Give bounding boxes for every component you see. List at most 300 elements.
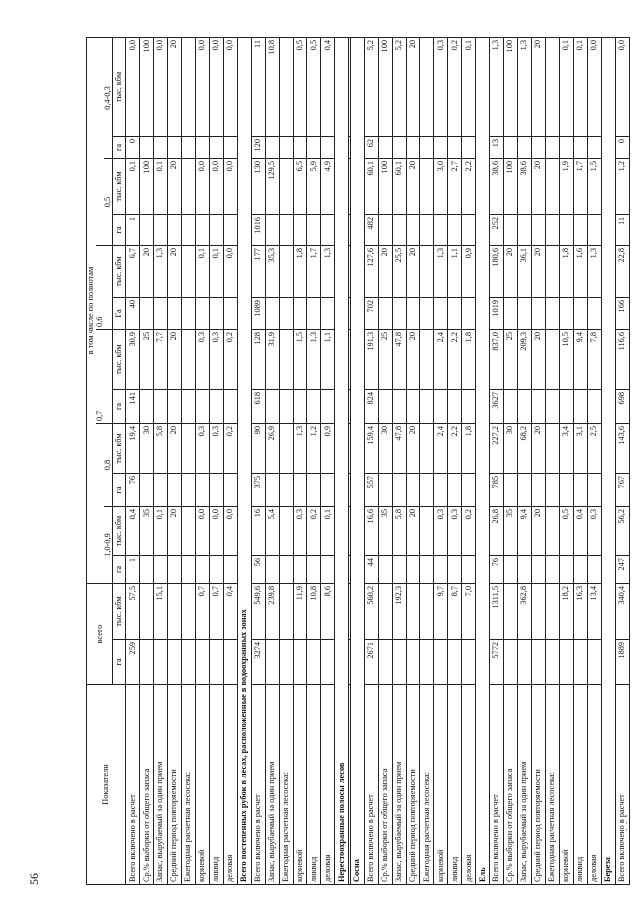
value-cell: 0,2 — [307, 507, 321, 556]
value-cell — [531, 584, 545, 640]
value-cell: 20 — [406, 507, 420, 556]
value-cell: 0,5 — [559, 507, 573, 556]
value-cell — [545, 474, 559, 507]
value-cell — [223, 390, 237, 424]
value-cell: 0,3 — [293, 507, 307, 556]
value-cell: 0,0 — [195, 507, 209, 556]
header-unit-ha: га — [113, 137, 126, 159]
value-cell — [545, 390, 559, 424]
value-cell: 0,0 — [154, 38, 168, 137]
value-cell: 9,4 — [518, 507, 532, 556]
value-cell: 1311,5 — [490, 584, 504, 640]
value-cell: 2,5 — [587, 424, 601, 474]
value-cell — [434, 215, 448, 246]
value-cell — [406, 215, 420, 246]
value-cell — [154, 298, 168, 330]
value-cell: 1016 — [251, 215, 265, 246]
value-cell: 7,8 — [587, 330, 601, 390]
value-cell: 1,3 — [293, 424, 307, 474]
row-label: Ср.% выборки от общего запаса — [378, 685, 392, 885]
table-row — [293, 38, 307, 885]
value-cell: 30 — [504, 424, 518, 474]
value-cell — [378, 298, 392, 330]
value-cell: 60,1 — [364, 159, 378, 215]
value-cell — [448, 215, 462, 246]
value-cell: 20 — [406, 246, 420, 298]
header-unit-vol: тыс. кбм — [113, 159, 126, 215]
value-cell: 10,8 — [265, 38, 279, 137]
row-label: Ежегодная расчетная лесосека: — [182, 685, 196, 885]
value-cell: 20 — [406, 159, 420, 215]
value-cell: 1,7 — [307, 246, 321, 298]
value-cell: 11 — [615, 215, 629, 246]
value-cell: 11,9 — [293, 584, 307, 640]
value-cell: 0,0 — [223, 38, 237, 137]
value-cell — [321, 298, 335, 330]
value-cell — [420, 507, 434, 556]
value-cell — [209, 298, 223, 330]
value-cell — [573, 556, 587, 584]
value-cell — [531, 298, 545, 330]
value-cell: 20 — [531, 246, 545, 298]
value-cell: 1,7 — [573, 159, 587, 215]
value-cell: 47,8 — [392, 330, 406, 390]
value-cell — [545, 298, 559, 330]
value-cell — [140, 474, 154, 507]
value-cell: 13,4 — [587, 584, 601, 640]
value-cell — [321, 474, 335, 507]
table-row — [126, 38, 140, 885]
value-cell — [462, 298, 476, 330]
value-cell — [293, 215, 307, 246]
value-cell: 785 — [490, 474, 504, 507]
value-cell: 0,5 — [293, 38, 307, 137]
row-label: Ежегодная расчетная лесосека: — [420, 685, 434, 885]
value-cell — [209, 390, 223, 424]
value-cell: 1,3 — [154, 246, 168, 298]
value-cell: 1,2 — [615, 159, 629, 215]
value-cell: 20 — [168, 424, 182, 474]
value-cell: 11 — [251, 38, 265, 137]
table-row — [168, 38, 182, 885]
value-cell: 0,3 — [434, 507, 448, 556]
value-cell: 60,1 — [392, 159, 406, 215]
value-cell: 2,2 — [462, 159, 476, 215]
value-cell — [573, 474, 587, 507]
value-cell — [545, 424, 559, 474]
row-label: корневой — [293, 685, 307, 885]
value-cell: 3,1 — [573, 424, 587, 474]
value-cell: 100 — [140, 159, 154, 215]
header-unit-ha: га — [113, 640, 126, 685]
table-row — [462, 38, 476, 885]
value-cell: 0,2 — [223, 424, 237, 474]
value-cell — [140, 215, 154, 246]
value-cell — [545, 330, 559, 390]
value-cell: 1,3 — [434, 246, 448, 298]
section-title: Всего постепенных рубок в лесах, расположенные в водоохранных зонах — [237, 38, 251, 885]
value-cell: 0,3 — [195, 330, 209, 390]
value-cell — [223, 556, 237, 584]
value-cell: 2,2 — [448, 424, 462, 474]
table-row — [378, 38, 392, 885]
value-cell: 177 — [251, 246, 265, 298]
value-cell — [154, 474, 168, 507]
value-cell — [265, 390, 279, 424]
value-cell — [378, 640, 392, 685]
value-cell — [545, 137, 559, 159]
value-cell — [504, 584, 518, 640]
value-cell — [307, 556, 321, 584]
value-cell — [462, 640, 476, 685]
value-cell — [168, 215, 182, 246]
value-cell — [182, 298, 196, 330]
value-cell: 0,3 — [434, 38, 448, 137]
value-cell: 3627 — [490, 390, 504, 424]
row-label: деловая — [223, 685, 237, 885]
value-cell — [587, 640, 601, 685]
value-cell: 0,0 — [126, 38, 140, 137]
value-cell — [279, 38, 293, 137]
table-row — [545, 38, 559, 885]
value-cell — [559, 640, 573, 685]
value-cell — [307, 137, 321, 159]
value-cell — [168, 390, 182, 424]
value-cell: 180,6 — [490, 246, 504, 298]
value-cell: 1,3 — [321, 246, 335, 298]
value-cell — [531, 556, 545, 584]
row-label: Всего включено в расчет — [364, 685, 378, 885]
value-cell — [279, 507, 293, 556]
value-cell — [321, 215, 335, 246]
table-body — [126, 38, 630, 885]
value-cell: 16,6 — [364, 507, 378, 556]
value-cell: 340,4 — [615, 584, 629, 640]
value-cell — [265, 215, 279, 246]
value-cell — [406, 556, 420, 584]
header-unit-ha: га — [113, 390, 126, 424]
value-cell: 5772 — [490, 640, 504, 685]
table-row — [307, 38, 321, 885]
value-cell: 35,3 — [265, 246, 279, 298]
value-cell: 1,8 — [462, 330, 476, 390]
value-cell — [518, 137, 532, 159]
value-cell: 20 — [168, 159, 182, 215]
section-title: Береза — [601, 38, 615, 885]
value-cell: 2,4 — [434, 330, 448, 390]
value-cell — [279, 215, 293, 246]
value-cell: 129,5 — [265, 159, 279, 215]
value-cell — [504, 298, 518, 330]
value-cell: 0,1 — [559, 38, 573, 137]
value-cell — [392, 298, 406, 330]
value-cell — [448, 137, 462, 159]
value-cell: 159,4 — [364, 424, 378, 474]
value-cell — [279, 330, 293, 390]
value-cell: 128 — [251, 330, 265, 390]
value-cell — [420, 556, 434, 584]
value-cell: 20 — [406, 330, 420, 390]
value-cell — [518, 298, 532, 330]
value-cell: 0,4 — [223, 584, 237, 640]
value-cell — [154, 556, 168, 584]
value-cell — [195, 215, 209, 246]
value-cell: 0,3 — [587, 507, 601, 556]
value-cell: 618 — [251, 390, 265, 424]
value-cell — [168, 584, 182, 640]
row-label: деловая — [587, 685, 601, 885]
value-cell — [573, 390, 587, 424]
value-cell — [293, 298, 307, 330]
value-cell: 100 — [378, 159, 392, 215]
value-cell: 375 — [251, 474, 265, 507]
value-cell: 0,0 — [615, 38, 629, 137]
value-cell: 7,0 — [462, 584, 476, 640]
value-cell: 35 — [504, 507, 518, 556]
value-cell — [182, 38, 196, 137]
row-label: Запас, вырубаемый за один прием — [518, 685, 532, 885]
value-cell — [279, 474, 293, 507]
section-row — [237, 38, 251, 885]
value-cell — [307, 390, 321, 424]
value-cell — [279, 584, 293, 640]
value-cell: 0,9 — [462, 246, 476, 298]
value-cell: 25 — [504, 330, 518, 390]
value-cell — [168, 474, 182, 507]
value-cell — [392, 640, 406, 685]
value-cell — [392, 474, 406, 507]
value-cell — [420, 390, 434, 424]
value-cell: 5,8 — [154, 424, 168, 474]
value-cell — [406, 640, 420, 685]
value-cell: 1,2 — [307, 424, 321, 474]
value-cell: 57,5 — [126, 584, 140, 640]
value-cell — [182, 246, 196, 298]
value-cell: 47,8 — [392, 424, 406, 474]
value-cell — [293, 556, 307, 584]
value-cell: 0,1 — [154, 507, 168, 556]
value-cell: 0,3 — [448, 507, 462, 556]
value-cell — [406, 584, 420, 640]
value-cell: 90 — [251, 424, 265, 474]
value-cell — [420, 474, 434, 507]
value-cell — [265, 137, 279, 159]
value-cell — [265, 474, 279, 507]
value-cell — [293, 474, 307, 507]
value-cell: 5,8 — [392, 507, 406, 556]
value-cell: 16,3 — [573, 584, 587, 640]
value-cell: 2671 — [364, 640, 378, 685]
value-cell: 482 — [364, 215, 378, 246]
value-cell: 20 — [168, 246, 182, 298]
scan-speck — [626, 815, 627, 817]
value-cell — [182, 215, 196, 246]
value-cell: 35 — [378, 507, 392, 556]
value-cell — [545, 159, 559, 215]
value-cell — [434, 640, 448, 685]
value-cell — [209, 640, 223, 685]
section-row — [476, 38, 490, 885]
value-cell: 0,5 — [307, 38, 321, 137]
value-cell — [223, 474, 237, 507]
section-row — [335, 38, 349, 885]
header-unit-vol: тыс. кбм — [113, 246, 126, 298]
value-cell: 25,5 — [392, 246, 406, 298]
header-density-6: 0,4-0,3 — [104, 38, 113, 159]
value-cell: 20 — [140, 246, 154, 298]
value-cell — [182, 390, 196, 424]
value-cell — [140, 556, 154, 584]
table-row — [406, 38, 420, 885]
value-cell — [545, 246, 559, 298]
value-cell: 0,0 — [587, 38, 601, 137]
value-cell: 116,6 — [615, 330, 629, 390]
row-label: Средний период повторяемости — [531, 685, 545, 885]
value-cell — [182, 330, 196, 390]
value-cell: 3,0 — [434, 159, 448, 215]
value-cell: 0,1 — [195, 246, 209, 298]
value-cell: 1,3 — [587, 246, 601, 298]
table-row — [154, 38, 168, 885]
value-cell — [406, 474, 420, 507]
value-cell — [168, 640, 182, 685]
value-cell — [293, 137, 307, 159]
section-title: Нерестоохранные полосы лесов — [335, 38, 349, 885]
value-cell: 0,1 — [321, 507, 335, 556]
value-cell: 31,9 — [265, 330, 279, 390]
value-cell — [434, 137, 448, 159]
row-label: ликвид — [573, 685, 587, 885]
value-cell — [545, 38, 559, 137]
value-cell: 702 — [364, 298, 378, 330]
value-cell — [448, 298, 462, 330]
value-cell: 10,5 — [559, 330, 573, 390]
value-cell: 252 — [490, 215, 504, 246]
rotated-table-container — [86, 38, 630, 885]
value-cell: 44 — [364, 556, 378, 584]
value-cell: 100 — [504, 159, 518, 215]
table-row — [364, 38, 378, 885]
table-row — [504, 38, 518, 885]
value-cell — [531, 215, 545, 246]
value-cell — [448, 390, 462, 424]
section-title: Сосна — [350, 38, 364, 885]
value-cell — [378, 556, 392, 584]
value-cell — [573, 640, 587, 685]
value-cell — [420, 38, 434, 137]
value-cell — [545, 507, 559, 556]
value-cell — [182, 424, 196, 474]
value-cell — [195, 298, 209, 330]
value-cell — [279, 159, 293, 215]
value-cell: 1889 — [615, 640, 629, 685]
table-row — [573, 38, 587, 885]
value-cell: 0,1 — [462, 38, 476, 137]
value-cell — [518, 640, 532, 685]
value-cell: 100 — [378, 38, 392, 137]
value-cell: 0,7 — [195, 584, 209, 640]
value-cell: 13 — [490, 137, 504, 159]
value-cell: 56 — [251, 556, 265, 584]
value-cell: 1089 — [251, 298, 265, 330]
value-cell — [420, 584, 434, 640]
row-label: Всего включено в расчет — [126, 685, 140, 885]
value-cell — [559, 215, 573, 246]
value-cell: 20 — [406, 38, 420, 137]
row-label: деловая — [321, 685, 335, 885]
value-cell: 1 — [126, 556, 140, 584]
value-cell: 3,4 — [559, 424, 573, 474]
row-label: ликвид — [307, 685, 321, 885]
value-cell — [182, 137, 196, 159]
value-cell — [279, 556, 293, 584]
value-cell — [504, 474, 518, 507]
value-cell — [265, 298, 279, 330]
value-cell: 837,0 — [490, 330, 504, 390]
value-cell — [140, 640, 154, 685]
value-cell: 20 — [531, 159, 545, 215]
value-cell: 62 — [364, 137, 378, 159]
value-cell — [434, 298, 448, 330]
row-label: Средний период повторяемости — [406, 685, 420, 885]
value-cell: 239,8 — [265, 584, 279, 640]
value-cell — [559, 556, 573, 584]
value-cell — [587, 474, 601, 507]
value-cell — [434, 474, 448, 507]
row-label: Запас, вырубаемый за один прием — [392, 685, 406, 885]
value-cell: 20 — [531, 507, 545, 556]
value-cell: 0,4 — [573, 507, 587, 556]
header-unit-vol: тыс. кбм — [113, 507, 126, 556]
value-cell: 20 — [406, 424, 420, 474]
table-row — [490, 38, 504, 885]
value-cell — [406, 390, 420, 424]
value-cell: 20 — [531, 38, 545, 137]
value-cell — [545, 640, 559, 685]
value-cell — [448, 474, 462, 507]
value-cell: 30 — [140, 424, 154, 474]
value-cell — [504, 390, 518, 424]
value-cell: 20 — [504, 246, 518, 298]
section-row — [601, 38, 615, 885]
value-cell: 22,8 — [615, 246, 629, 298]
row-label: Запас, вырубаемый за один прием — [154, 685, 168, 885]
value-cell — [209, 556, 223, 584]
row-label: Всего включено в расчет — [615, 685, 629, 885]
table-row — [420, 38, 434, 885]
value-cell — [420, 159, 434, 215]
value-cell — [518, 474, 532, 507]
row-label: ликвид — [448, 685, 462, 885]
value-cell — [559, 390, 573, 424]
value-cell — [587, 298, 601, 330]
value-cell: 1,6 — [573, 246, 587, 298]
table-row — [587, 38, 601, 885]
value-cell — [154, 137, 168, 159]
value-cell — [209, 474, 223, 507]
value-cell — [321, 640, 335, 685]
value-cell — [321, 137, 335, 159]
value-cell: 10,8 — [307, 584, 321, 640]
value-cell — [140, 298, 154, 330]
page-number: 56 — [27, 873, 41, 885]
value-cell: 227,2 — [490, 424, 504, 474]
value-cell — [168, 137, 182, 159]
value-cell — [223, 137, 237, 159]
value-cell: 120 — [251, 137, 265, 159]
value-cell — [293, 390, 307, 424]
header-unit-vol: тыс. кбм — [113, 424, 126, 474]
